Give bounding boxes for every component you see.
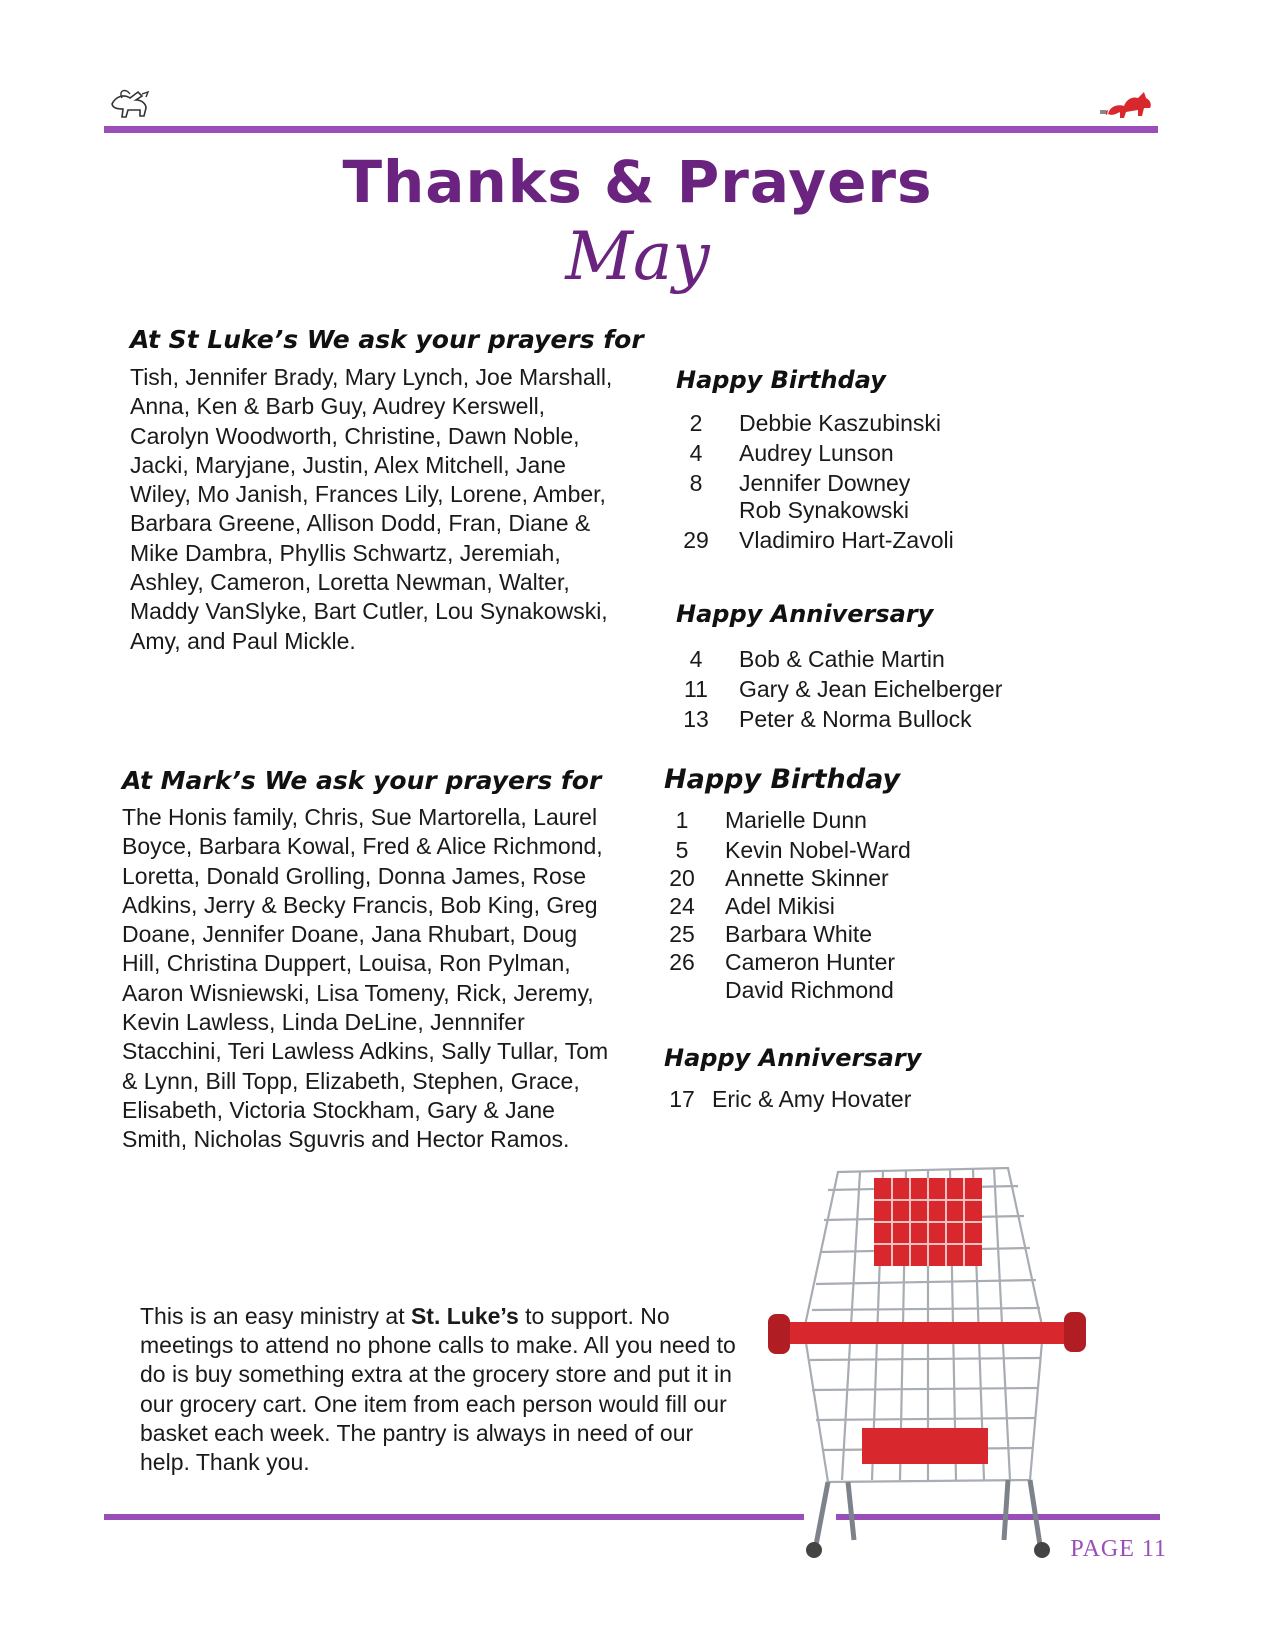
- list-item: 4 Audrey Lunson: [689, 440, 894, 466]
- list-item: 24 Adel Mikisi: [669, 893, 835, 919]
- list-item: 8 Jennifer Downey: [689, 470, 911, 496]
- anniversary-list-1: [666, 644, 1002, 734]
- pantry-paragraph: This is an easy ministry at St. Luke’s to support. No meetings to attend no phone calls to make. All you need to do is buy something extra at the grocery store and put it in our grocery cart. One item from each person would fill our basket each week. The pantry is always in need of our help. Thank you.: [140, 1303, 736, 1476]
- birthday-list-1: [666, 408, 954, 555]
- page-title: Thanks & Prayers: [342, 148, 933, 216]
- marks-heading: At Mark’s We ask your prayers for: [122, 766, 602, 795]
- list-item: 20 Annette Skinner: [669, 865, 889, 891]
- bottom-divider-left: [104, 1514, 804, 1520]
- birthday-heading-1: Happy Birthday: [676, 366, 886, 394]
- red-lion-icon: [1100, 88, 1156, 122]
- list-item: 11 Gary & Jean Eichelberger: [684, 676, 1003, 702]
- list-item: 5 Kevin Nobel-Ward: [675, 837, 911, 863]
- list-item: 29 Vladimiro Hart-Zavoli: [683, 527, 954, 553]
- list-item: Rob Synakowski: [739, 497, 910, 523]
- page-subtitle: May: [565, 218, 710, 295]
- shopping-cart-icon: [768, 1160, 1088, 1560]
- list-item: 13 Peter & Norma Bullock: [683, 706, 972, 732]
- list-item: 2 Debbie Kaszubinski: [689, 410, 942, 436]
- list-item: David Richmond: [725, 977, 894, 1003]
- page-number: PAGE 11: [1070, 1536, 1167, 1562]
- top-divider: [104, 126, 1158, 133]
- st-lukes-heading: At St Luke’s We ask your prayers for: [130, 325, 644, 354]
- marks-prayer-list: The Honis family, Chris, Sue Martorella, Laurel Boyce, Barbara Kowal, Fred & Alice Richmond, Loretta, Donald Grolling, Donna James, Rose Adkins, Jerry & Becky Francis, Bob King, Greg Doane, Jennifer Doane, Jana Rhubart, Doug Hill, Christina Duppert, Louisa, Ron Pylman, Aaron Wisniewski, Lisa Tomeny, Rick, Jeremy, Kevin Lawless, Linda DeLine, Jennnifer Stacchini, Teri Lawless Adkins, Sally Tullar, Tom & Lynn, Bill Topp, Elizabeth, Stephen, Grace, Elisabeth, Victoria Stockham, Gary & Jane Smith, Nicholas Sguvris and Hector Ramos.: [122, 804, 609, 1153]
- list-item: 26 Cameron Hunter: [669, 949, 896, 975]
- list-item: 4 Bob & Cathie Martin: [689, 646, 945, 672]
- anniversary-heading-2: Happy Anniversary: [664, 1044, 922, 1072]
- list-item: 25 Barbara White: [669, 921, 873, 947]
- anniversary-list-2: [652, 1084, 911, 1114]
- birthday-list-2: [652, 805, 911, 1005]
- list-item: 1 Marielle Dunn: [675, 807, 867, 833]
- st-lukes-prayer-list: Tish, Jennifer Brady, Mary Lynch, Joe Marshall, Anna, Ken & Barb Guy, Audrey Kerswell, Carolyn Woodworth, Christine, Dawn Noble, Jacki, Maryjane, Justin, Alex Mitchell, Jane Wiley, Mo Janish, Frances Lily, Lorene, Amber, Barbara Greene, Allison Dodd, Fran, Diane & Mike Dambra, Phyllis Schwartz, Jeremiah, Ashley, Cameron, Loretta Newman, Walter, Maddy VanSlyke, Bart Cutler, Lou Synakowski, Amy, and Paul Mickle.: [130, 364, 613, 654]
- winged-ox-icon: [108, 86, 152, 120]
- anniversary-heading-1: Happy Anniversary: [676, 600, 934, 628]
- birthday-heading-2: Happy Birthday: [664, 764, 901, 795]
- church-name: St. Luke’s: [410, 1303, 519, 1329]
- list-item: 17 Eric & Amy Hovater: [669, 1086, 912, 1112]
